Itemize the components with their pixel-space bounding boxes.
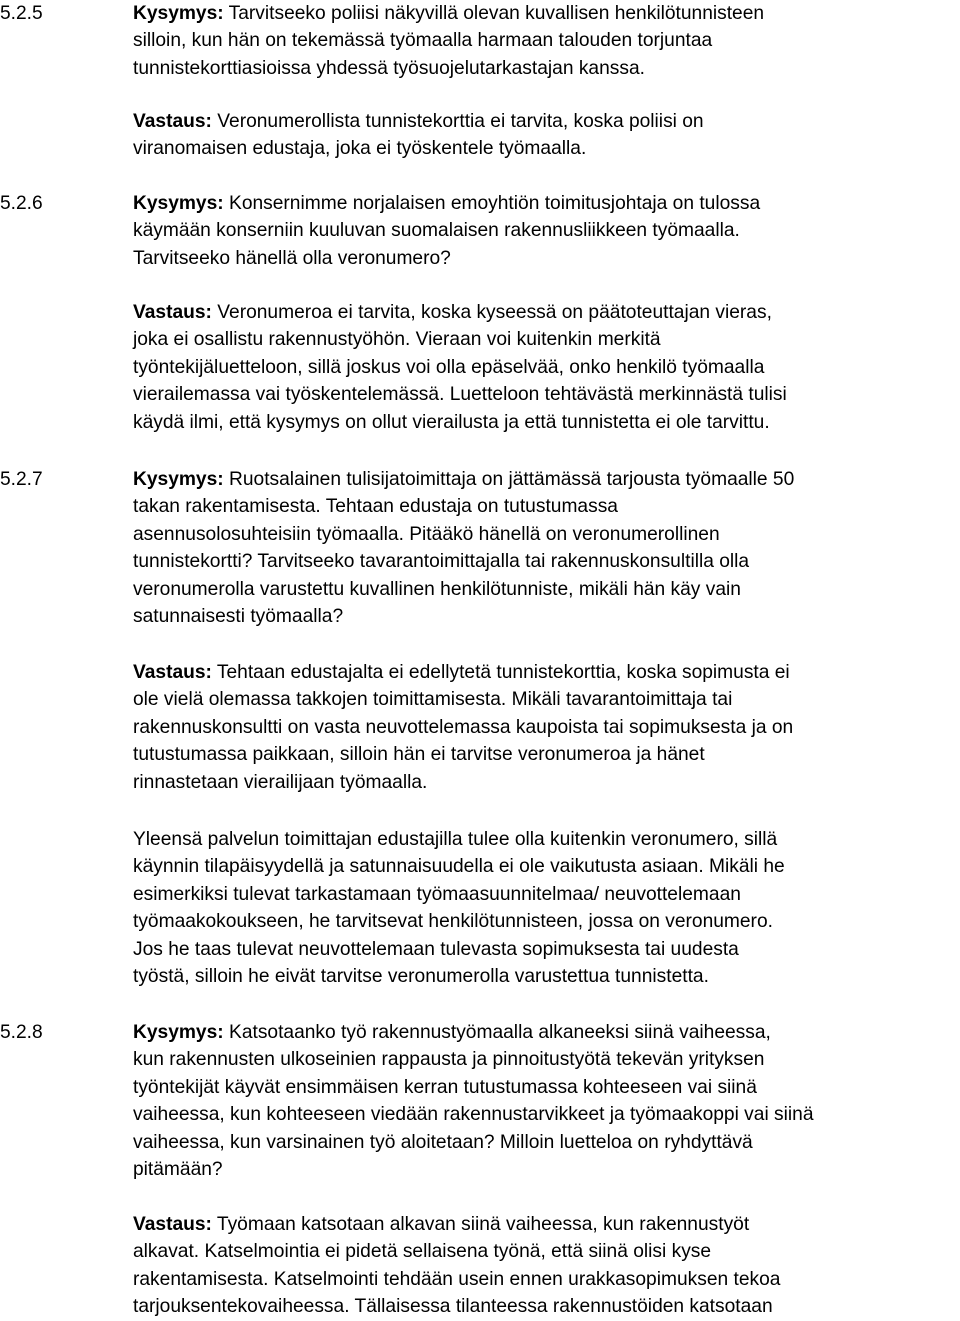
text-line: rakennuskonsultti on vasta neuvottelemassa kaupoista tai sopimuksesta ja on (133, 716, 794, 738)
question-paragraph (133, 0, 764, 82)
text-paragraph (133, 826, 785, 990)
section-number: 5.2.5 (0, 3, 43, 24)
section-number: 5.2.7 (0, 469, 43, 490)
text-line: alkavat. Katselmointia ei pidetä sellaisena työnä, että siinä olisi kyse (133, 1241, 712, 1263)
question-paragraph (133, 190, 760, 272)
answer-label: Vastaus: (133, 662, 212, 683)
question-label: Kysymys: (133, 469, 224, 490)
text-line: rinnastetaan vierailijaan työmaalla. (133, 771, 428, 793)
text-line: Kysymys: Tarvitseeko poliisi näkyvillä olevan kuvallisen henkilötunnisteen (133, 3, 765, 24)
text-line: Vastaus: Työmaan katsotaan alkavan siinä vaiheessa, kun rakennustyöt (133, 1214, 750, 1235)
text-line: Vastaus: Veronumerollista tunnistekorttia ei tarvita, koska poliisi on (133, 111, 704, 132)
text-line: Vastaus: Veronumeroa ei tarvita, koska kyseessä on päätoteuttajan vieras, (133, 302, 772, 323)
section-number: 5.2.6 (0, 193, 43, 214)
text-line: takan rakentamisesta. Tehtaan edustaja on tutustumassa (133, 496, 618, 518)
text-line: esimerkiksi tulevat tarkastamaan työmaasuunnitelmaa/ neuvottelemaan (133, 883, 741, 905)
text-line: Yleensä palvelun toimittajan edustajilla tulee olla kuitenkin veronumero, sillä (133, 829, 778, 850)
text-line: työntekijäluetteloon, sillä joskus voi olla epäselvää, onko henkilö työmaalla (133, 356, 765, 378)
text-line: satunnaisesti työmaalla? (133, 606, 344, 628)
text-line: viranomaisen edustaja, joka ei työskentele työmaalla. (133, 138, 587, 160)
text-line: tarjouksentekovaiheessa. Tällaisessa tilanteessa rakennustöiden katsotaan (133, 1296, 773, 1318)
text-line: käynnin tilapäisyydellä ja satunnaisuudella ei ole vaikutusta asiaan. Mikäli he (133, 856, 785, 878)
question-label: Kysymys: (133, 1022, 224, 1043)
text-line: työntekijät käyvät ensimmäisen kerran tutustumassa kohteeseen vai siinä (133, 1076, 757, 1098)
text-line: Kysymys: Katsotaanko työ rakennustyömaalla alkaneeksi siinä vaiheessa, (133, 1022, 771, 1043)
text-line: työstä, silloin he eivät tarvitse veronumerolla varustettua tunnistetta. (133, 966, 709, 988)
text-line: Tarvitseeko hänellä olla veronumero? (133, 247, 451, 269)
text-line: työmaakokoukseen, he tarvitsevat henkilötunnisteen, jossa on veronumero. (133, 911, 773, 933)
section-number: 5.2.8 (0, 1022, 43, 1043)
answer-paragraph (133, 108, 704, 163)
question-paragraph (133, 1019, 814, 1183)
text-line: Jos he taas tulevat neuvottelemaan tulevasta sopimuksesta tai uudesta (133, 938, 739, 960)
answer-label: Vastaus: (133, 302, 212, 323)
text-line: silloin, kun hän on tekemässä työmaalla harmaan talouden torjuntaa (133, 30, 713, 52)
text-line: pitämään? (133, 1159, 223, 1181)
text-line: tunnistekortti? Tarvitseeko tavarantoimittajalla tai rakennuskonsultilla olla (133, 551, 750, 573)
text-line: vaiheessa, kun kohteeseen viedään rakennustarvikkeet ja työmaakoppi vai siinä (133, 1104, 814, 1126)
answer-paragraph (133, 1211, 780, 1321)
text-line: vaiheessa, kun varsinainen työ aloitetaan? Milloin luetteloa on ryhdyttävä (133, 1131, 753, 1153)
answer-paragraph (133, 299, 787, 436)
answer-label: Vastaus: (133, 1214, 212, 1235)
answer-paragraph (133, 659, 793, 796)
question-label: Kysymys: (133, 193, 224, 214)
text-line: tutustumassa paikkaan, silloin hän ei tarvitse veronumeroa ja hänet (133, 744, 705, 766)
text-line: käymään konserniin kuuluvan suomalaisen rakennusliikkeen työmaalla. (133, 220, 740, 242)
text-line: Vastaus: Tehtaan edustajalta ei edellytetä tunnistekorttia, koska sopimusta ei (133, 662, 790, 683)
text-line: asennusolosuhteisiin työmaalla. Pitääkö hänellä on veronumerollinen (133, 523, 720, 545)
text-line: Kysymys: Konsernimme norjalaisen emoyhtiön toimitusjohtaja on tulossa (133, 193, 761, 214)
text-line: vierailemassa vai työskentelemässä. Luetteloon tehtävästä merkinnästä tulisi (133, 384, 787, 406)
text-line: kun rakennusten ulkoseinien rappausta ja pinnoitustyötä tekevän yrityksen (133, 1049, 765, 1071)
text-line: Kysymys: Ruotsalainen tulisijatoimittaja on jättämässä tarjousta työmaalle 50 (133, 469, 795, 490)
question-label: Kysymys: (133, 3, 224, 24)
answer-label: Vastaus: (133, 111, 212, 132)
question-paragraph (133, 466, 794, 630)
text-line: tunnistekorttiasioissa yhdessä työsuojelutarkastajan kanssa. (133, 57, 645, 79)
text-line: käydä ilmi, että kysymys on ollut vierailusta ja että tunnistetta ei ole tarvittu. (133, 411, 770, 433)
text-line: veronumerolla varustettu kuvallinen henkilötunniste, mikäli hän käy vain (133, 578, 741, 600)
text-line: joka ei osallistu rakennustyöhön. Vieraan voi kuitenkin merkitä (133, 329, 661, 351)
text-line: ole vielä olemassa takkojen toimittamisesta. Mikäli tavarantoimittaja tai (133, 689, 733, 711)
text-line: rakentamisesta. Katselmointi tehdään usein ennen urakkasopimuksen tekoa (133, 1268, 781, 1290)
